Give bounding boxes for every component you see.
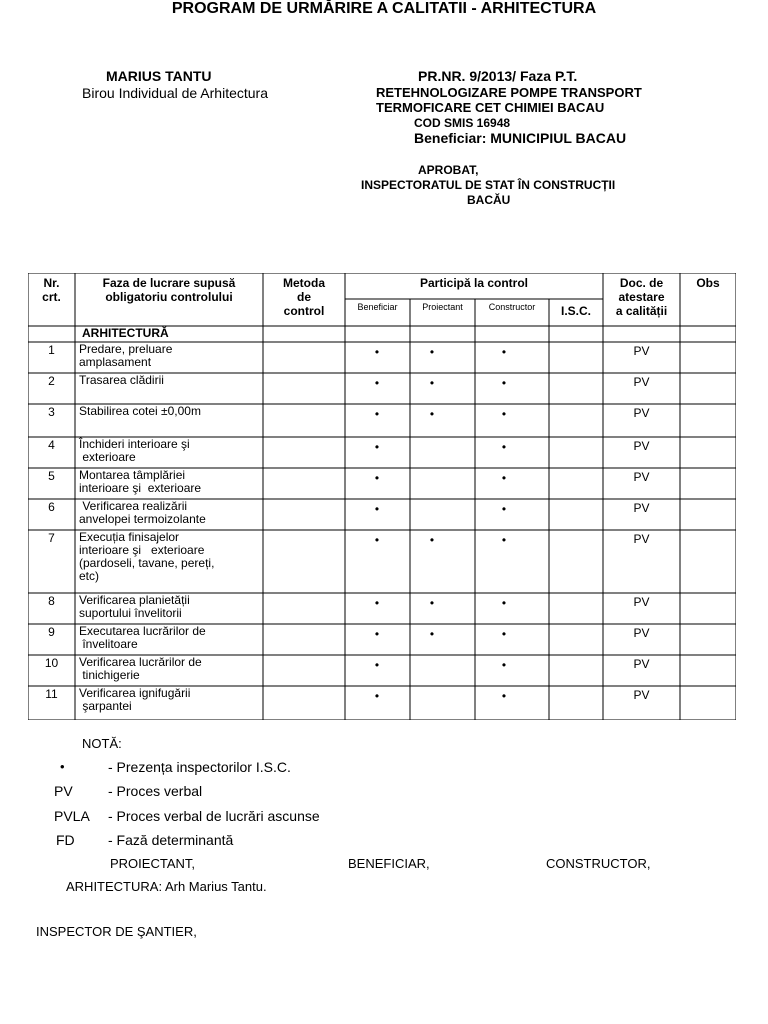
row-number: 3 — [48, 405, 55, 419]
signature-constructor: CONSTRUCTOR, — [546, 856, 651, 871]
section-label: ARHITECTURĂ — [82, 326, 169, 340]
header-doc: Doc. de atestare a calității — [615, 276, 668, 318]
row-dot-constructor: • — [501, 471, 507, 485]
row-number: 6 — [48, 500, 55, 514]
row-doc: PV — [633, 344, 650, 358]
row-dot-proiectant: • — [429, 596, 435, 610]
signature-beneficiar: BENEFICIAR, — [348, 856, 430, 871]
row-doc: PV — [633, 595, 650, 609]
row-faza: Verificarea ignifugării şarpantei — [79, 686, 191, 713]
table-grid — [28, 273, 736, 720]
row-dot-proiectant: • — [429, 376, 435, 390]
row-dot-proiectant: • — [429, 345, 435, 359]
header-faza: Faza de lucrare supusă obligatoriu controlului — [102, 276, 236, 304]
header-nr: Nr. crt. — [42, 276, 61, 304]
row-dot-beneficiar: • — [374, 596, 380, 610]
page-title: PROGRAM DE URMĂRIRE A CALITATII - ARHITECTURA — [171, 0, 597, 17]
row-doc: PV — [633, 375, 650, 389]
note-key-dot: • — [60, 759, 65, 774]
header-participa: Participă la control — [419, 276, 529, 290]
note-key-fd: FD — [56, 832, 75, 848]
row-dot-beneficiar: • — [374, 533, 380, 547]
row-faza: Verificarea realizării anvelopei termoizolante — [79, 499, 206, 526]
project-title-line1: RETEHNOLOGIZARE POMPE TRANSPORT — [376, 85, 642, 100]
row-dot-constructor: • — [501, 689, 507, 703]
row-dot-beneficiar: • — [374, 627, 380, 641]
note-text-fd: - Fază determinantă — [108, 832, 234, 848]
row-dot-beneficiar: • — [374, 471, 380, 485]
row-faza: Închideri interioare şi exterioare — [79, 437, 190, 464]
row-dot-proiectant: • — [429, 627, 435, 641]
row-dot-constructor: • — [501, 440, 507, 454]
row-number: 1 — [48, 343, 55, 357]
row-doc: PV — [633, 626, 650, 640]
row-doc: PV — [633, 439, 650, 453]
row-dot-proiectant: • — [429, 533, 435, 547]
row-faza: Verificarea lucrărilor de tinichigerie — [79, 655, 202, 682]
row-number: 9 — [48, 625, 55, 639]
row-dot-beneficiar: • — [374, 502, 380, 516]
row-faza: Montarea tâmplăriei interioare şi exterioare — [79, 468, 202, 495]
row-dot-proiectant: • — [429, 407, 435, 421]
signature-inspector: INSPECTOR DE ŞANTIER, — [36, 924, 197, 939]
row-doc: PV — [633, 688, 650, 702]
note-key-pvla: PVLA — [54, 808, 90, 824]
row-dot-constructor: • — [501, 502, 507, 516]
note-text-pv: - Proces verbal — [108, 783, 203, 799]
row-dot-beneficiar: • — [374, 345, 380, 359]
approval-city: BACĂU — [467, 193, 511, 207]
row-faza: Verificarea planietății suportului învelitorii — [79, 593, 190, 620]
row-dot-constructor: • — [501, 345, 507, 359]
row-doc: PV — [633, 501, 650, 515]
beneficiary: Beneficiar: MUNICIPIUL BACAU — [414, 130, 627, 146]
row-dot-beneficiar: • — [374, 658, 380, 672]
notes-heading: NOTĂ: — [82, 736, 122, 751]
project-code: COD SMIS 16948 — [414, 116, 511, 130]
note-text-pvla: - Proces verbal de lucrări ascunse — [108, 808, 320, 824]
header-beneficiar: Beneficiar — [357, 302, 398, 312]
row-number: 4 — [48, 438, 55, 452]
row-faza: Predare, preluare amplasament — [79, 342, 173, 369]
row-dot-beneficiar: • — [374, 407, 380, 421]
signature-arhitectura: ARHITECTURA: Arh Marius Tantu. — [66, 879, 267, 894]
row-dot-constructor: • — [501, 658, 507, 672]
row-dot-beneficiar: • — [374, 689, 380, 703]
row-number: 2 — [48, 374, 55, 388]
row-dot-constructor: • — [501, 376, 507, 390]
row-doc: PV — [633, 406, 650, 420]
author-name: MARIUS TANTU — [106, 68, 212, 84]
row-dot-constructor: • — [501, 533, 507, 547]
signature-proiectant: PROIECTANT, — [110, 856, 195, 871]
row-doc: PV — [633, 532, 650, 546]
row-number: 10 — [44, 656, 59, 670]
row-number: 7 — [48, 531, 55, 545]
project-ref: PR.NR. 9/2013/ Faza P.T. — [418, 68, 578, 84]
approval-authority: INSPECTORATUL DE STAT ÎN CONSTRUCȚII — [361, 178, 616, 192]
note-key-pv: PV — [54, 783, 73, 799]
row-number: 8 — [48, 594, 55, 608]
row-number: 5 — [48, 469, 55, 483]
row-dot-beneficiar: • — [374, 376, 380, 390]
row-dot-constructor: • — [501, 627, 507, 641]
row-faza: Stabilirea cotei ±0,00m — [79, 404, 201, 418]
header-constructor: Constructor — [488, 302, 536, 312]
note-text-dot: - Prezența inspectorilor I.S.C. — [108, 759, 291, 775]
header-obs: Obs — [696, 276, 720, 290]
row-faza: Trasarea clădirii — [79, 373, 164, 387]
row-faza: Executarea lucrărilor de învelitoare — [79, 624, 206, 651]
row-faza: Execuția finisajelor interioare şi exterioare (pardoseli, tavane, pereți, etc) — [79, 530, 215, 583]
row-doc: PV — [633, 657, 650, 671]
row-dot-constructor: • — [501, 596, 507, 610]
row-dot-beneficiar: • — [374, 440, 380, 454]
row-doc: PV — [633, 470, 650, 484]
author-office: Birou Individual de Arhitectura — [82, 85, 268, 101]
project-title-line2: TERMOFICARE CET CHIMIEI BACAU — [376, 100, 605, 115]
header-proiectant: Proiectant — [422, 302, 463, 312]
header-metoda: Metoda de control — [283, 276, 325, 318]
approval-label: APROBAT, — [418, 163, 479, 177]
row-dot-constructor: • — [501, 407, 507, 421]
row-number: 11 — [45, 687, 58, 701]
header-isc: I.S.C. — [560, 304, 591, 318]
